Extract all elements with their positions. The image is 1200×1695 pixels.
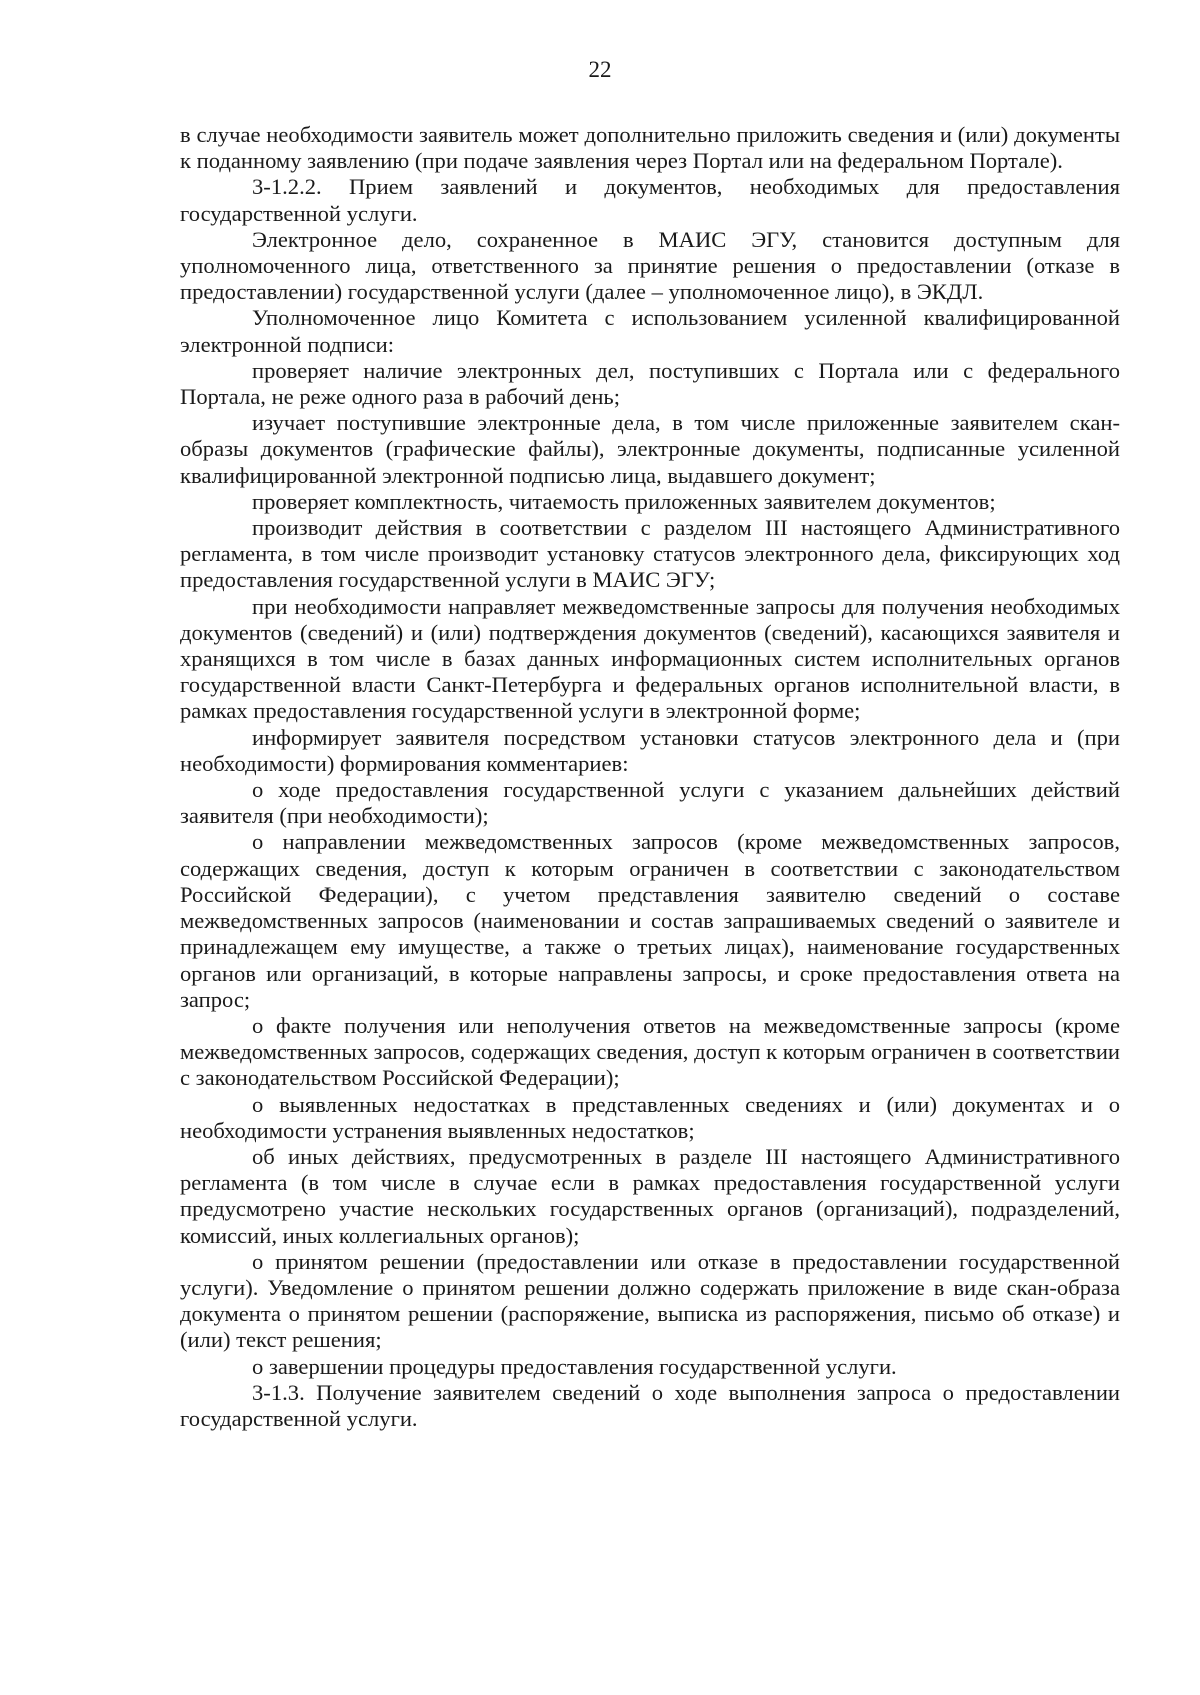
page-number: 22 <box>588 57 612 82</box>
paragraph-continuation: в случае необходимости заявитель может дополнительно приложить сведения и (или) документы к поданному заявлению (при подаче заявления через Портал или на федеральном Портале). <box>180 122 1120 174</box>
sub-list-item: о выявленных недостатках в представленных сведениях и (или) документах и о необходимости устранения выявленных недостатков; <box>180 1091 1120 1143</box>
list-item: при необходимости направляет межведомственные запросы для получения необходимых документов (сведений) и (или) подтверждения документов (сведений), касающихся заявителя и хранящихся в том числе в базах данных информационных систем исполнительных органов государственной власти Санкт-Петербурга и федеральных органов исполнительной власти, в рамках предоставления государственной услуги в электронной форме; <box>180 593 1120 724</box>
sub-list-item: о принятом решении (предоставлении или отказе в предоставлении государственной услуги). Уведомление о принятом решении должно содержать приложение в виде скан-образа документа о принятом решении (распоряжение, выписка из распоряжения, письмо об отказе) и (или) текст решения; <box>180 1248 1120 1353</box>
document-body <box>180 122 1120 1432</box>
list-item: производит действия в соответствии с разделом III настоящего Административного регламента, в том числе производит установку статусов электронного дела, фиксирующих ход предоставления государственной услуги в МАИС ЭГУ; <box>180 515 1120 593</box>
paragraph: Электронное дело, сохраненное в МАИС ЭГУ, становится доступным для уполномоченного лица, ответственного за принятие решения о предоставлении (отказе в предоставлении) государственной услуги (далее – уполномоченное лицо), в ЭКДЛ. <box>180 226 1120 305</box>
sub-list-item: о ходе предоставления государственной услуги с указанием дальнейших действий заявителя (при необходимости); <box>180 777 1120 829</box>
list-item: изучает поступившие электронные дела, в том числе приложенные заявителем скан-образы документов (графические файлы), электронные документы, подписанные усиленной квалифицированной электронной подписью лица, выдавшего документ; <box>180 410 1120 488</box>
paragraph: Уполномоченное лицо Комитета с использованием усиленной квалифицированной электронной подписи: <box>180 305 1120 357</box>
sub-list-item: о факте получения или неполучения ответов на межведомственные запросы (кроме межведомственных запросов, содержащих сведения, доступ к которым ограничен в соответствии с законодательством Российской Федерации); <box>180 1012 1121 1091</box>
section-heading-3-1-3: 3-1.3. Получение заявителем сведений о ходе выполнения запроса о предоставлении государственной услуги. <box>180 1379 1120 1431</box>
section-heading-3-1-2-2: 3-1.2.2. Прием заявлений и документов, необходимых для предоставления государственной услуги. <box>180 174 1120 226</box>
list-item: информирует заявителя посредством установки статусов электронного дела и (при необходимости) формирования комментариев: <box>180 724 1120 776</box>
sub-list-item: о направлении межведомственных запросов (кроме межведомственных запросов, содержащих сведения, доступ к которым ограничен в соответствии с законодательством Российской Федерации), с учетом представления заявителю сведений о составе межведомственных запросов (наименовании и состав запрашиваемых сведений о заявителе и принадлежащем ему имуществе, а также о третьих лицах), наименование государственных органов или организаций, в которые направлены запросы, и сроке предоставления ответа на запрос; <box>180 829 1120 1012</box>
list-item: проверяет наличие электронных дел, поступивших с Портала или с федерального Портала, не реже одного раза в рабочий день; <box>180 357 1120 410</box>
sub-list-item: об иных действиях, предусмотренных в разделе III настоящего Административного регламента (в том числе в случае если в рамках предоставления государственной услуги предусмотрено участие нескольких государственных органов (организаций), подразделений, комиссий, иных коллегиальных органов); <box>180 1143 1120 1248</box>
sub-list-item: о завершении процедуры предоставления государственной услуги. <box>252 1353 897 1379</box>
list-item: проверяет комплектность, читаемость приложенных заявителем документов; <box>252 488 996 514</box>
